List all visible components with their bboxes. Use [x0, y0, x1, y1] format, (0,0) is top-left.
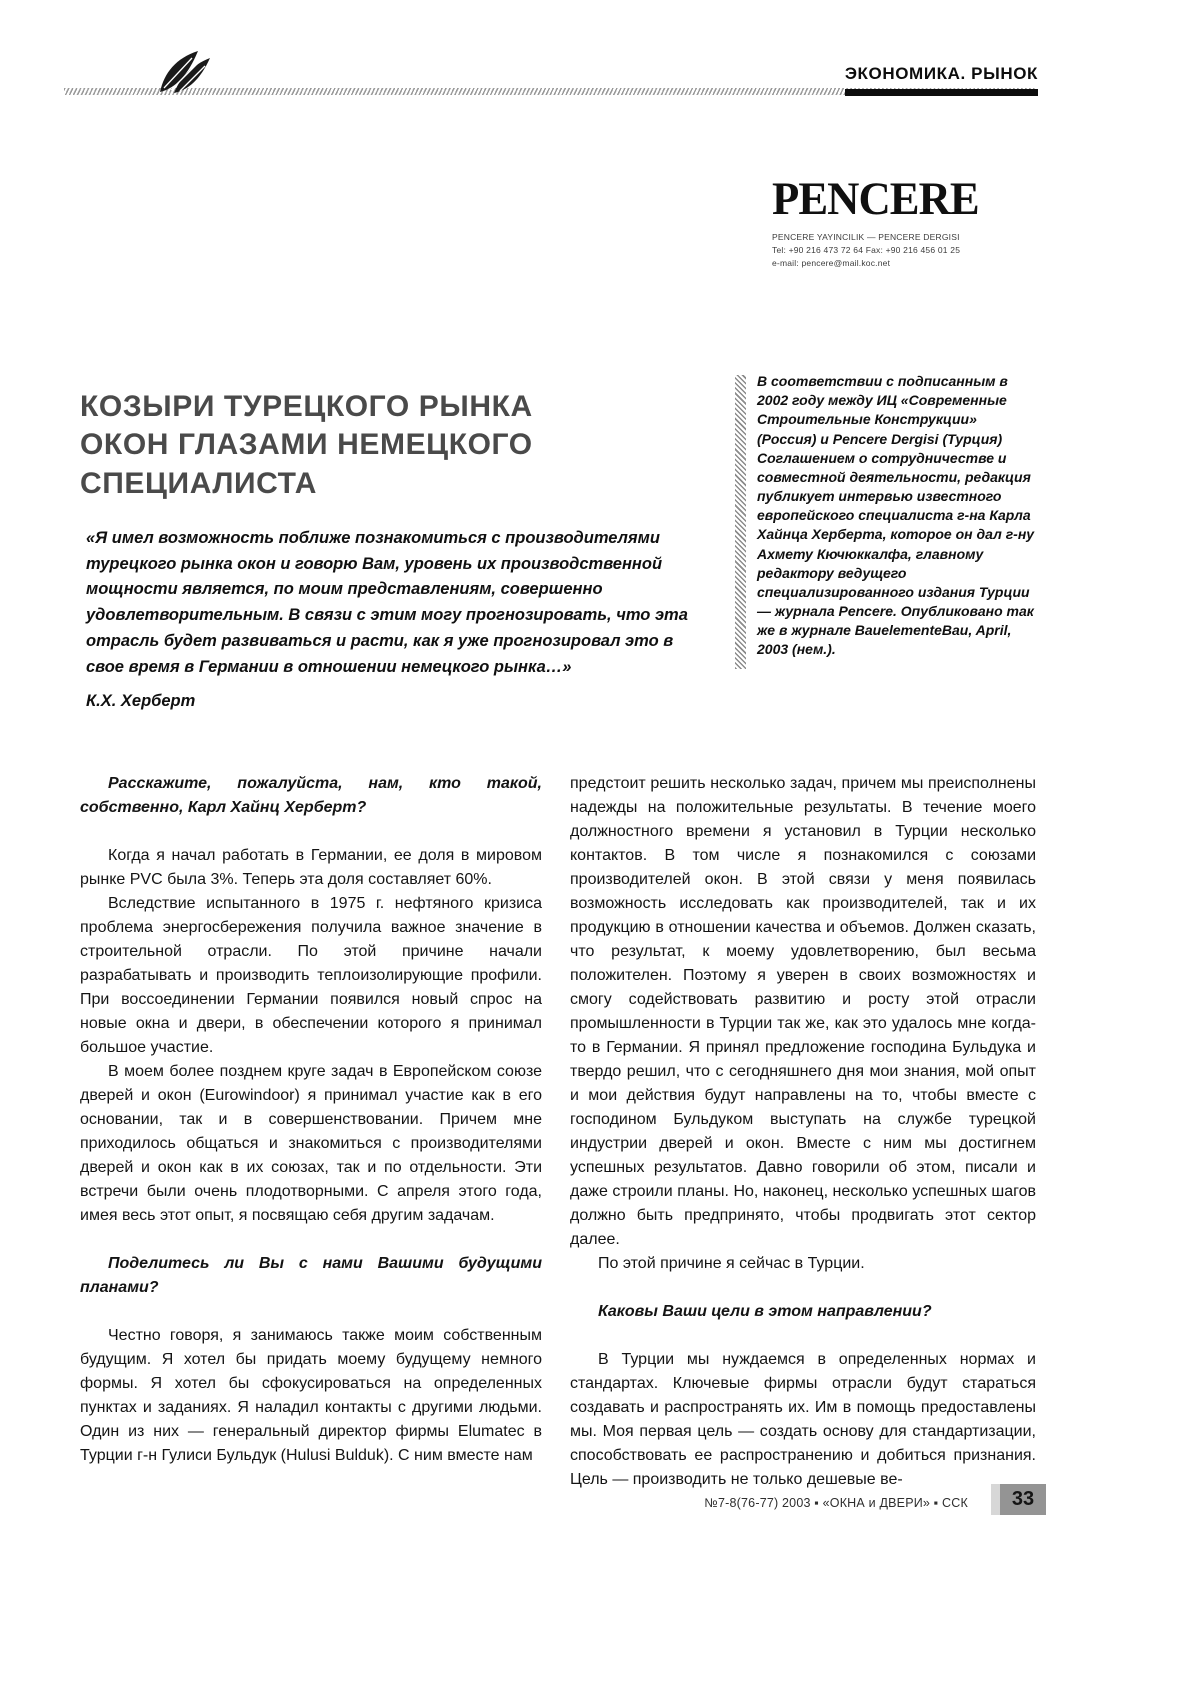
body-column-left — [80, 772, 542, 1468]
body-paragraph: Когда я начал работать в Германии, ее доля в мировом рынке PVC была 3%. Теперь эта доля составляет 60%. — [80, 847, 542, 888]
body-paragraph: предстоит решить несколько задач, причем мы преисполнены надежды на положительные результаты. В течение моего должностного времени я установил в Турции несколько контактов. В том числе я познакомился с союзами производителей окон. В этой связи у меня появилась возможность исследовать как производителей, так и их продукцию в отношении качества и объемов. Должен сказать, что результат, к моему удовлетворению, был весьма положителен. Поэтому я уверен в своих возможностях и смогу содействовать развитию и росту этой отрасли промышленности в Турции так же, как это удалось мне когда-то в Германии. Я принял предложение господина Бульдука и твердо решил, что с сегодняшнего дня мои знания, мой опыт и мои действия будут направлены на то, чтобы вместе с господином Бульдуком выступать на службе турецкой индустрии дверей и окон. Вместе с ним мы достигнем успешных результатов. Давно говорили об этом, писали и даже строили планы. Но, наконец, несколько успешных шагов должно быть предпринято, чтобы продвигать этот сектор далее. — [570, 775, 1036, 1248]
editorial-note-text: В соответствии с подписанным в 2002 году между ИЦ «Современные Строительные Конструкции» (Россия) и Pencere Dergisi (Турция) Соглашением о сотрудничестве и совместной деятельности, редакция публикует интервью известного европейского специалиста г-на Карла Хайнца Херберта, которое он дал г-ну Ахмету Кючюккалфа, главному редактору ведущего специализированного издания Турции — журнала Pencere. Опубликовано так же в журнале BauelementeBau, April, 2003 (нем.). — [757, 373, 1035, 658]
body-paragraph: Честно говоря, я занимаюсь также моим собственным будущим. Я хотел бы придать моему будущему немного формы. Я хотел бы сфокусироваться на определенных пунктах и заданиях. Я наладил контакты с другими людьми. Один из них — генеральный директор фирмы Elumatec в Турции г-н Гулиси Бульдук (Hulusi Bulduk). С ним вместе нам — [80, 1327, 542, 1464]
lead-quote-author: К.Х. Херберт — [86, 692, 196, 711]
body-paragraph: Вследствие испытанного в 1975 г. нефтяного кризиса проблема энергосбережения получила важное значение в строительной отрасли. По этой причине начали разрабатывать и производить теплоизолирующие профили. При воссоединении Германии появился новый спрос на новые окна и двери, в обеспечении которого я принимал большое участие. — [80, 895, 542, 1056]
sidebar-hatched-bar — [735, 375, 746, 669]
pencere-logo-block — [772, 173, 1012, 271]
footer-issue-line: №7-8(76-77) 2003 ▪ «ОКНА и ДВЕРИ» ▪ ССК — [704, 1496, 968, 1510]
pencere-sub-line3: e-mail: pencere@mail.koc.net — [772, 258, 891, 269]
body-paragraph: В моем более позднем круге задач в Европейском союзе дверей и окон (Eurowindoor) я принимал участие как в его основании, так и в совершенствовании. Причем мне приходилось общаться и знакомиться с производителями дверей и окон как в их союзах, так и по отдельности. Эти встречи были очень плодотворными. С апреля этого года, имея весь этот опыт, я посвящаю себя другим задачам. — [80, 1063, 542, 1224]
article-title — [80, 388, 660, 503]
interview-question: Поделитесь ли Вы с нами Вашими будущими планами? — [80, 1255, 542, 1296]
interview-question: Расскажите, пожалуйста, нам, кто такой, собственно, Карл Хайнц Херберт? — [80, 775, 542, 816]
publisher-leaf-icon — [158, 48, 212, 99]
section-label: ЭКОНОМИКА. РЫНОК — [845, 64, 1038, 96]
pencere-logo: PENCERE — [772, 173, 979, 225]
pencere-contact-info — [772, 231, 1012, 271]
article-title-line1: КОЗЫРИ ТУРЕЦКОГО РЫНКА — [80, 390, 533, 423]
lead-quote-block — [86, 526, 700, 715]
page-number-badge: 33 — [1000, 1484, 1046, 1515]
pencere-sub-line1: PENCERE YAYINCILIK — PENCERE DERGISI — [772, 232, 960, 242]
lead-quote-text: «Я имел возможность поближе познакомиться с производителями турецкого рынка окон и говорю Вам, уровень их производственной мощности является, по моим представлениям, совершенно удовлетворительным. В связи с этим могу прогнозировать, что эта отрасль будет развиваться и расти, как я уже прогнозировал это в свое время в Германии в отношении немецкого рынка…» — [86, 529, 688, 676]
body-paragraph: По этой причине я сейчас в Турции. — [598, 1255, 865, 1272]
article-title-line3: СПЕЦИАЛИСТА — [80, 466, 317, 500]
pencere-sub-line2: Tel: +90 216 473 72 64 Fax: +90 216 456 01 25 — [772, 245, 961, 256]
editorial-note — [735, 372, 1037, 660]
body-paragraph: В Турции мы нуждаемся в определенных нормах и стандартах. Ключевые фирмы отрасли будут стараться создавать и распространять их. Им в помощь предоставлены мы. Моя первая цель — создать основу для стандартизации, способствовать ее распространению и добиться признания. Цель — производить не только дешевые ве- — [570, 1351, 1036, 1488]
body-column-right — [570, 772, 1036, 1492]
article-title-line2: ОКОН ГЛАЗАМИ НЕМЕЦКОГО — [80, 428, 533, 462]
interview-question: Каковы Ваши цели в этом направлении? — [598, 1303, 932, 1320]
